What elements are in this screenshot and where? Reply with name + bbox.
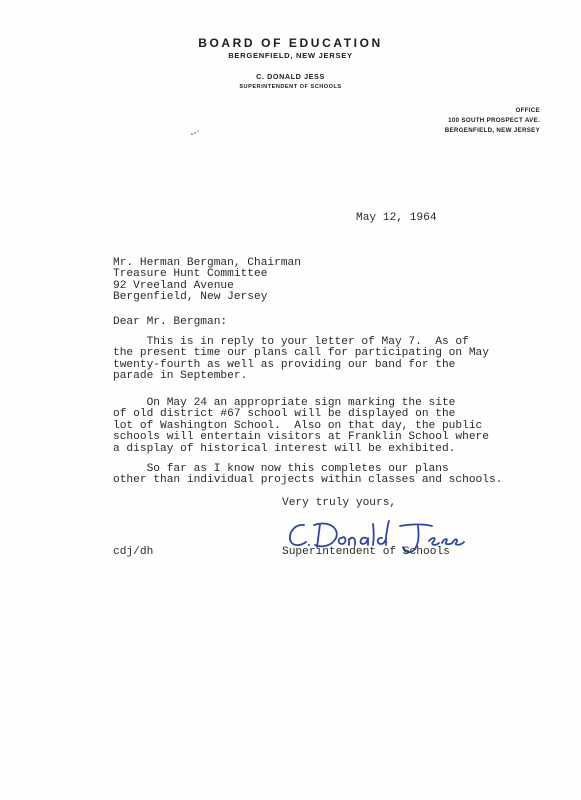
paper-specks [190, 128, 202, 138]
body-paragraph-2 [113, 398, 489, 455]
letterhead-superintendent-name: C. DONALD JESS [256, 72, 325, 81]
body-line: So far as I know now this completes our plans [113, 463, 449, 475]
letterhead-town: BERGENFIELD, NEW JERSEY [228, 51, 353, 60]
body-paragraph-3 [113, 464, 502, 487]
body-line: other than individual projects within classes and schools. [113, 474, 503, 487]
letter-date: May 12, 1964 [356, 212, 437, 224]
salutation: Dear Mr. Bergman: [113, 316, 228, 328]
address-line: Mr. Herman Bergman, Chairman [113, 257, 301, 269]
letterhead-superintendent-title: SUPERINTENDENT OF SCHOOLS [239, 84, 342, 90]
body-line: schools will entertain visitors at Franklin School where [113, 431, 489, 444]
closing: Very truly yours, [282, 497, 397, 509]
letterhead-organization: BOARD OF EDUCATION [198, 36, 383, 50]
typist-initials: cdj/dh [113, 546, 154, 558]
body-line: of old district #67 school will be displayed on the [113, 408, 456, 421]
body-line: lot of Washington School. Also on that day, the public [113, 419, 483, 432]
address-line: Treasure Hunt Committee [113, 268, 268, 281]
address-line: Bergenfield, New Jersey [113, 291, 268, 304]
body-line: parade in September. [113, 370, 248, 383]
body-line: a display of historical interest will be exhibited. [113, 442, 456, 455]
recipient-address [113, 258, 301, 304]
address-line: 92 Vreeland Avenue [113, 279, 234, 292]
signature-title: Superintendent of Schools [282, 546, 450, 558]
body-line: On May 24 an appropriate sign marking the site [113, 397, 456, 409]
body-line: twenty-fourth as well as providing our band for the [113, 358, 456, 371]
office-line: BERGENFIELD, NEW JERSEY [444, 127, 540, 134]
office-address [400, 106, 540, 136]
office-line: OFFICE [515, 107, 540, 114]
office-line: 100 SOUTH PROSPECT AVE. [448, 117, 540, 124]
body-line: the present time our plans call for participating on May [113, 347, 489, 360]
body-paragraph-1 [113, 337, 489, 383]
body-line: This is in reply to your letter of May 7. As of [113, 336, 469, 348]
